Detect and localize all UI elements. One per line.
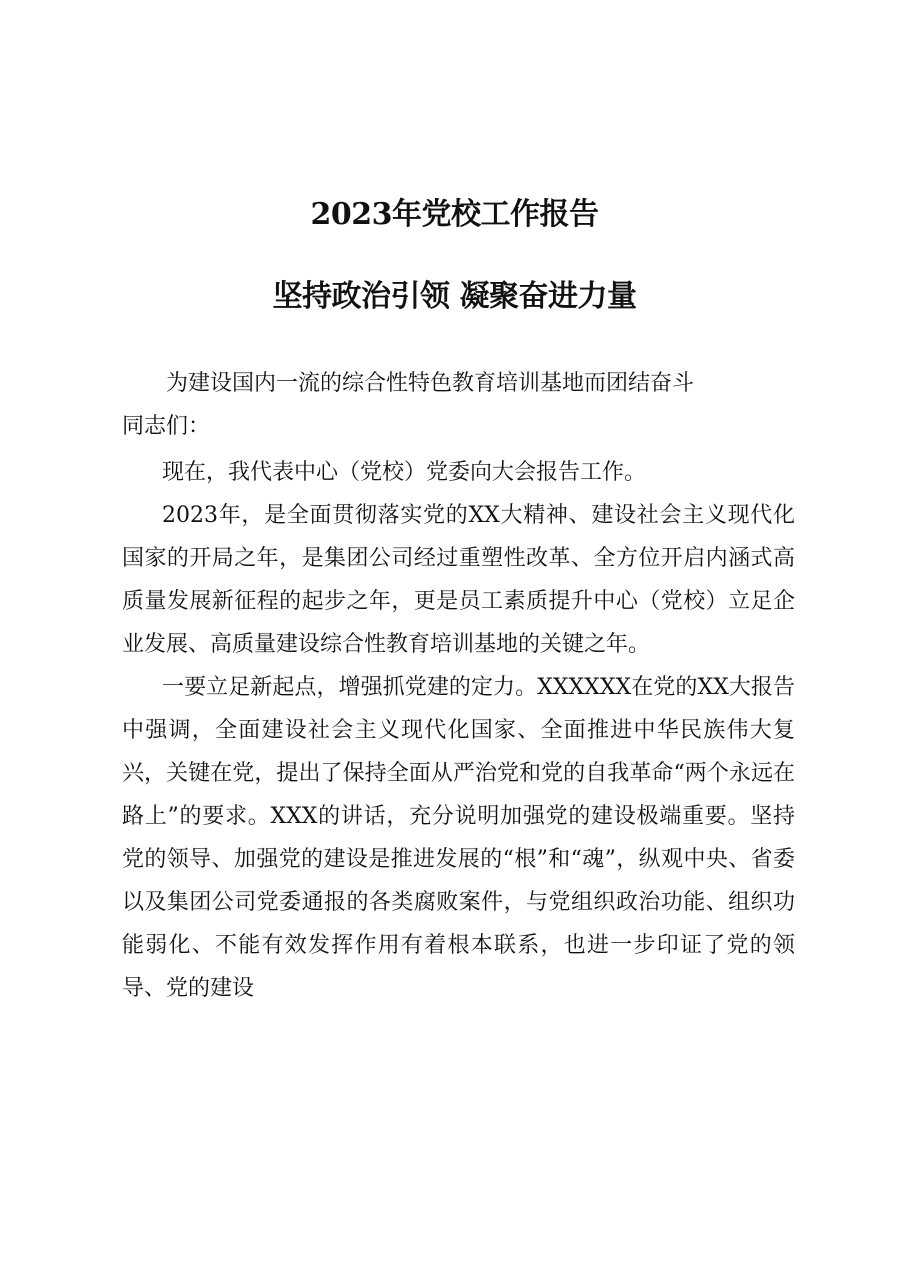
salutation: 同志们： bbox=[122, 414, 211, 439]
paragraph-3: 一要立足新起点，增强抓党建的定力。XXXXXX在党的XX大报告中强调，全面建设社会主义现代化国家、全面推进中华民族伟大复兴，关键在党，提出了保持全面从严治党和党的自我革命“两个永远在路上”的要求。XXX的讲话，充分说明加强党的建设极端重要。坚持党的领导、加强党的建设是推进发展的“根”和“魂”，纵观中央、省委以及集团公司党委通报的各类腐败案件，与党组织政治功能、组织功能弱化、不能有效发挥作用有着根本联系，也进一步印证了党的领导、党的建设 bbox=[122, 675, 795, 1001]
document-subtitle: 坚持政治引领 凝聚奋进力量 bbox=[272, 279, 637, 314]
paragraph-2: 2023年，是全面贯彻落实党的XX大精神、建设社会主义现代化国家的开局之年，是集团公司经过重塑性改革、全方位开启内涵式高质量发展新征程的起步之年，更是员工素质提升中心（党校）立足企业发展、高质量建设综合性教育培训基地的关键之年。 bbox=[122, 503, 795, 657]
document-title: 2023年党校工作报告 bbox=[310, 197, 599, 232]
document-body bbox=[122, 362, 795, 1010]
lead-line: 为建设国内一流的综合性特色教育培训基地而团结奋斗 bbox=[166, 371, 695, 396]
paragraph-1: 现在，我代表中心（党校）党委向大会报告工作。 bbox=[162, 460, 647, 485]
